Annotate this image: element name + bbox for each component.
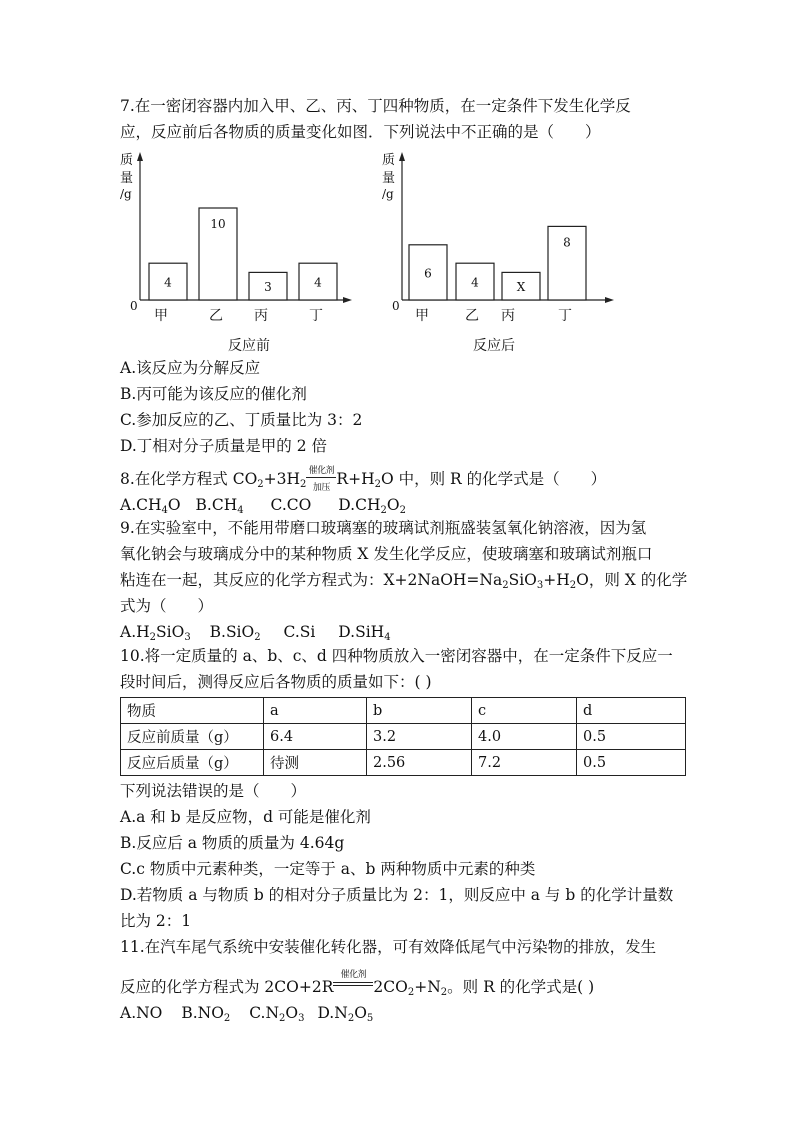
x-tick-label: 丙: [254, 308, 268, 324]
bar-value-label: 6: [424, 266, 432, 281]
chart-before-ylabel-3: /g: [120, 187, 132, 201]
table-cell: 6.4: [264, 724, 367, 750]
x-tick-label: 乙: [465, 308, 479, 324]
x-tick-label: 丁: [558, 308, 572, 324]
bar-value-label: 3: [264, 280, 272, 295]
q11-catalyst-equals: [333, 970, 373, 992]
q9-option-d: D.SiH$_4$: [338, 623, 391, 643]
q9-option-a: $A.H_2SiO_3$: [120, 623, 191, 643]
q8-catalyst-bottom: 加压: [312, 483, 330, 493]
q8-text-end: O 中，则 R 的化学式是（ ）: [380, 470, 607, 488]
table-cell: 待测: [264, 750, 367, 776]
chart-after-title: 反应后: [473, 338, 515, 354]
chart-after-y-arrow: [399, 152, 405, 161]
q10-after-table: 下列说法错误的是（ ）: [120, 782, 307, 800]
table-header-cell: 物质: [121, 698, 264, 724]
table-row: [121, 724, 686, 750]
chart-after-ylabel-1: 质: [382, 153, 396, 168]
table-cell: 0.5: [577, 724, 686, 750]
q10-option-d: D.若物质 a 与物质 b 的相对分子质量比为 2：1，则反应中 a 与 b 的化学计量数: [120, 886, 674, 904]
bar-value-label: 8: [563, 235, 571, 250]
q10-option-b: B.反应后 a 物质的质量为 4.64g: [120, 834, 345, 852]
x-tick-label: 甲: [415, 308, 429, 324]
q8-option-a: $A.CH_4O$: [120, 496, 181, 516]
table-cell: 反应后质量（g）: [121, 750, 264, 776]
bar-value-label: 4: [164, 275, 172, 290]
q11-option-d: $D.N_2O_5$: [317, 1004, 374, 1024]
q9-stem-line3: 粘连在一起，其反应的化学方程式为：$X+2NaOH=Na_2SiO_3+H_2O$，则 X 的化学: [120, 571, 688, 591]
table-header-cell: a: [264, 698, 367, 724]
q11-options: [120, 1003, 373, 1023]
q9-stem-line1: 9.在实验室中，不能用带磨口玻璃塞的玻璃试剂瓶盛装氢氧化钠溶液，因为氢: [120, 519, 647, 537]
q8-catalyst-top: 催化剂: [308, 466, 335, 476]
q10-stem-line1: 10.将一定质量的 a、b、c、d 四种物质放入一密闭容器中，在一定条件下反应一: [120, 647, 673, 665]
bar-value-label: X: [516, 280, 526, 295]
table-row: [121, 750, 686, 776]
q8-text-mid1: +3H: [263, 470, 301, 488]
chart-before-ylabel-2: 量: [120, 171, 134, 186]
q7-stem-line1: 7.在一密闭容器内加入甲、乙、丙、丁四种物质，在一定条件下发生化学反: [120, 97, 631, 115]
chart-after-ylabel-3: /g: [382, 187, 394, 201]
table-header-row: [121, 698, 686, 724]
chart-before-x-arrow: [343, 297, 352, 303]
q8-text-post: R+H: [336, 470, 375, 488]
q8-sub3: 2: [374, 479, 381, 490]
x-tick-label: 丁: [309, 308, 323, 324]
x-tick-label: 乙: [209, 308, 223, 324]
q8-options: [120, 495, 406, 515]
bar-value-label: 4: [314, 275, 322, 290]
q9-option-c: C.Si: [283, 623, 316, 641]
q10-option-c: C.c 物质中元素种类，一定等于 a、b 两种物质中元素的种类: [120, 860, 536, 878]
table-cell: 3.2: [367, 724, 472, 750]
q9-stem-line2: 氧化钠会与玻璃成分中的某种物质 X 发生化学反应，使玻璃塞和玻璃试剂瓶口: [120, 545, 653, 563]
q8-stem: [120, 466, 607, 493]
q9-option-b: B.SiO$_2$: [209, 623, 261, 643]
table-header-cell: c: [472, 698, 577, 724]
table-header-cell: d: [577, 698, 686, 724]
bar-value-label: 10: [210, 217, 226, 231]
q11-stem-line2: 反应的化学方程式为 2CO+2R 催化剂 $2CO_2+N_2$。则 R 的化学式是( ): [120, 977, 594, 997]
table-cell: 0.5: [577, 750, 686, 776]
chart-before-title: 反应前: [228, 338, 270, 354]
chart-after-ylabel-2: 量: [382, 171, 396, 186]
q10-data-table: [120, 697, 686, 776]
q7-option-c: C.参加反应的乙、丁质量比为 3：2: [120, 411, 363, 429]
q9-options: [120, 622, 391, 642]
q7-option-b: B.丙可能为该反应的催化剂: [120, 385, 307, 403]
table-cell: 2.56: [367, 750, 472, 776]
q11-catalyst-label: 催化剂: [340, 970, 367, 980]
chart-after: [380, 148, 630, 358]
q10-option-d-cont: 比为 2：1: [120, 912, 192, 930]
chart-after-origin: 0: [392, 299, 400, 313]
q11-option-a: A.NO: [120, 1004, 163, 1022]
table-cell: 4.0: [472, 724, 577, 750]
q10-option-a: A.a 和 b 是反应物，d 可能是催化剂: [120, 808, 371, 826]
table-header-cell: b: [367, 698, 472, 724]
q8-sub2: 2: [300, 479, 307, 490]
q11-stem-line1: 11.在汽车尾气系统中安装催化转化器，可有效降低尾气中污染物的排放，发生: [120, 938, 657, 956]
q8-option-d: $D.CH_2O_2$: [338, 496, 406, 516]
table-cell: 7.2: [472, 750, 577, 776]
bar-value-label: 4: [471, 275, 479, 290]
x-tick-label: 甲: [154, 308, 168, 324]
chart-before-y-arrow: [137, 152, 143, 161]
q7-stem-line2: 应，反应前后各物质的质量变化如图．下列说法中不正确的是（ ）: [120, 123, 601, 141]
q8-option-b: $B.CH_4$: [195, 496, 244, 516]
chart-before-origin: 0: [130, 299, 138, 313]
q8-option-c: C.CO: [270, 496, 312, 514]
q8-catalyst-arrow: [306, 466, 336, 493]
chart-before: [118, 148, 368, 358]
q10-stem-line2: 段时间后，测得反应后各物质的质量如下：( ): [120, 673, 432, 691]
chart-before-ylabel-1: 质: [120, 153, 134, 168]
chart-after-x-arrow: [605, 297, 614, 303]
q9-stem-line4: 式为（ ）: [120, 597, 214, 615]
x-tick-label: 丙: [501, 308, 515, 324]
q11-option-b: $B.NO_2$: [181, 1004, 231, 1024]
q7-option-d: D.丁相对分子质量是甲的 2 倍: [120, 437, 328, 455]
q11-option-c: $C.N_2O_3$: [249, 1004, 305, 1024]
q8-sub1: 2: [257, 479, 264, 490]
table-cell: 反应前质量（g）: [121, 724, 264, 750]
q8-text-pre: 8.在化学方程式 CO: [120, 470, 258, 488]
q7-option-a: A.该反应为分解反应: [120, 359, 261, 377]
